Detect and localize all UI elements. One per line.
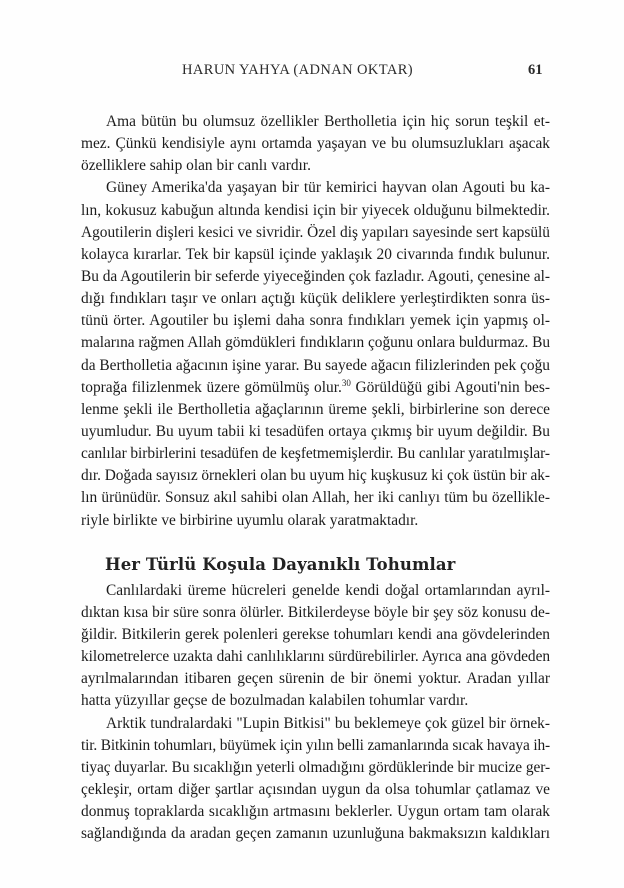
paragraph	[81, 177, 550, 531]
text-line: lın ürünüdür. Sonsuz akıl sahibi olan Allah, her iki canlıyı tüm bu özellikle-	[81, 489, 550, 507]
section-heading: Her Türlü Koşula Dayanıklı Tohumlar	[105, 554, 456, 574]
text-line: donmuş topraklarda sıcaklığın artmasını beklerler. Uygun ortam tam olarak	[81, 803, 550, 821]
page-number: 61	[528, 62, 543, 78]
text-line: dığı fındıkları taşır ve onları açtığı küçük deliklere yerleştirdikten sonra üs-	[81, 290, 550, 308]
text-line: tiyaç duyarlar. Bu sıcaklığın yeterli olmadığını gördüklerinde bir mucize ger-	[81, 758, 550, 776]
text-line: mez. Çünkü kendisiyle aynı ortamda yaşayan ve bu olumsuzlukları aşacak	[81, 135, 550, 153]
text-line: tir. Bitkinin tohumları, büyümek için yılın belli zamanlarında sıcak havaya ih-	[81, 736, 550, 754]
paragraph	[81, 713, 550, 846]
running-head	[0, 62, 624, 82]
paragraph	[81, 580, 550, 713]
text-line: dır. Doğada sayısız örnekleri olan bu uyum hiç kuşkusuz ki çok üstün bir ak-	[81, 467, 550, 485]
text-line: malarına rağmen Allah gömdükleri fındıkların çoğunu onlara buldurmaz. Bu	[81, 334, 551, 352]
text-line: Güney Amerika'da yaşayan bir tür kemirici hayvan olan Agouti bu ka-	[106, 179, 550, 197]
text-line: canlılar birbirlerini tesadüfen de keşfetmemişlerdir. Bu canlılar yaratılmışlar-	[81, 445, 550, 463]
text-line-with-footnote	[81, 377, 550, 399]
text-line: tünü örter. Agoutiler bu işlemi daha sonra fındıkları yemek için yapmış ol-	[81, 312, 550, 330]
text-line: lenme şekli ile Bertholletia ağaçlarının üreme şekli, birbirlerine son derece	[81, 400, 550, 418]
running-head-title: HARUN YAHYA (ADNAN OKTAR)	[182, 62, 414, 78]
text-line: Agoutilerin dişleri kesici ve sivridir. Özel diş yapıları sayesinde sert kapsülü	[81, 223, 550, 241]
text-line: Bu da Agoutilerin bir seferde yiyeceğinden çok fazladır. Agouti, çenesine al-	[81, 267, 550, 285]
text-line: dıktan kısa bir süre sonra ölürler. Bitkilerdeyse böyle bir şey söz konusu de-	[81, 603, 550, 621]
footnote-reference[interactable]: 30	[341, 377, 351, 388]
text-segment: Görüldüğü gibi Agouti'nin bes-	[350, 378, 550, 396]
text-line: Arktik tundralardaki "Lupin Bitkisi" bu beklemeye çok güzel bir örnek-	[106, 714, 550, 732]
text-line: sağlandığında da aradan geçen zamanın uzunluğuna bakmaksızın kaldıkları	[81, 825, 550, 843]
text-line: ğildir. Bitkilerin gerek polenleri gerekse tohumları kendi ana gövdelerinden	[81, 625, 550, 643]
text-line: çekleşir, ortam diğer şartlar açısından uygun da olsa tohumlar çatlamaz ve	[81, 780, 550, 798]
text-line: Ama bütün bu olumsuz özellikler Bertholletia için hiç sorun teşkil et-	[106, 113, 550, 130]
text-line: kolayca kırarlar. Tek bir kapsül içinde yaklaşık 20 civarında fındık bulunur.	[81, 245, 550, 263]
text-line: hatta yüzyıllar geçse de bozulmadan kalabilen tohumlar vardır.	[81, 692, 469, 710]
page-body	[81, 111, 550, 845]
text-segment: toprağa filizlenmek üzere gömülmüş olur.	[81, 378, 342, 396]
text-line: riyle birlikte ve birbirine uyumlu olarak yaratmaktadır.	[81, 511, 419, 529]
text-line: da Bertholletia ağacının işine yarar. Bu sayede ağacın filizlerinden pek çoğu	[81, 356, 550, 374]
paragraph	[81, 111, 550, 177]
text-line: lın, kokusuz kabuğun altında kendisi için bir yiyecek olduğunu bilmektedir.	[81, 201, 550, 219]
text-line: Canlılardaki üreme hücreleri genelde kendi doğal ortamlarından ayrıl-	[106, 581, 550, 599]
text-line: uyumludur. Bu uyum tabii ki tesadüfen ortaya çıkmış bir uyum değildir. Bu	[81, 422, 550, 440]
text-line: kilometrelerce uzakta dahi canlılıklarını sürdürebilirler. Ayrıca ana gövdeden	[81, 648, 550, 666]
text-line: özelliklere sahip olan bir canlı vardır.	[81, 157, 311, 175]
text-line: ayrılmalarından itibaren geçen sürenin de bir önemi yoktur. Aradan yıllar	[81, 670, 550, 688]
